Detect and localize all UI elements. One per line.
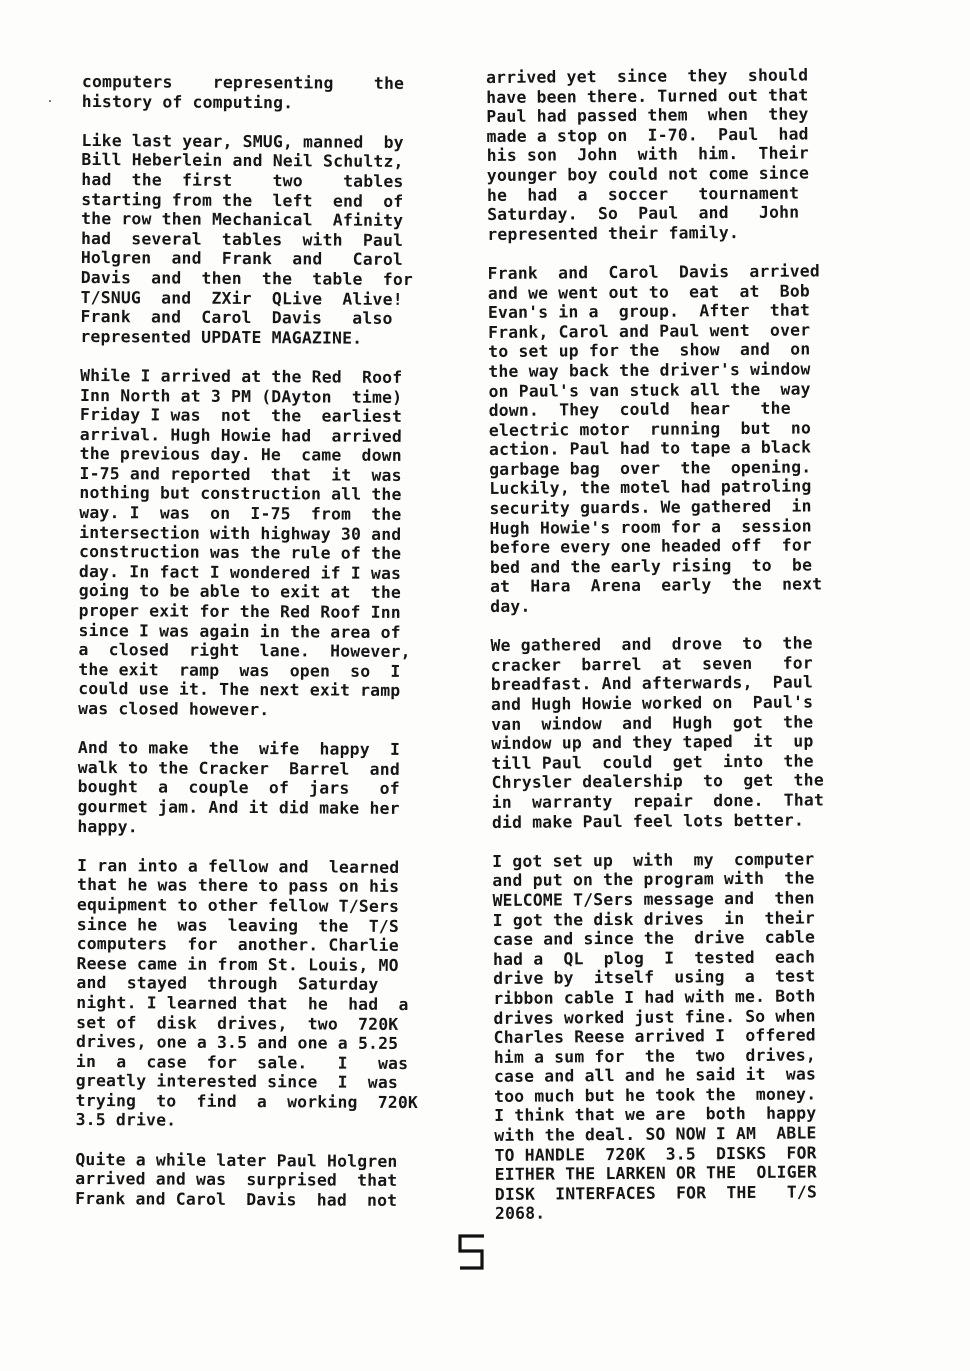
right-paragraph-3: We gathered and drove to the cracker barrel at seven for breadfast. And afterwards, Paul and Hugh Howie worked on Paul's van window and Hugh got the window up and they taped it up till Paul could get into the Chrysler dealership to get the in warranty repair done. That did make Paul feel lots better.: [490, 633, 825, 832]
left-paragraph-5: I ran into a fellow and learned that he was there to pass on his equipment to other fellow T/Sers since he was leaving the T/S computers for another. Charlie Reese came in from St. Louis, MO and stayed through Saturday night. I learned that he had a set of disk drives, two 720K drives, one a 3.5 and one a 5.25 in a case for sale. I was greatly interested since I was trying to find a working 720K 3.5 drive.: [75, 855, 419, 1131]
left-paragraph-3: While I arrived at the Red Roof Inn North at 3 PM (DAyton time) Friday I was not the earliest arrival. Hugh Howie had arrived the previous day. He came down I-75 and reported that it was nothing but construction all the way. I was on I-75 from the intersection with highway 30 and construction was the rule of the day. In fact I wondered if I was going to be able to exit at the proper exit for the Red Roof Inn since I was again in the area of a closed right lane. However, the exit ramp was open so I could use it. The next exit ramp was closed however.: [78, 365, 411, 720]
right-column: [486, 65, 887, 1244]
right-paragraph-2: Frank and Carol Davis arrived and we went out to eat at Bob Evan's in a group. After that Frank, Carol and Paul went over to set up for the show and on the way back the driver's window on Paul's van stuck all the way down. They could hear the electric motor running but no action. Paul had to tape a black garbage bag over the opening. Luckily, the motel had patroling security guards. We gathered in Hugh Howie's room for a session before every one headed off for bed and the early rising to be at Hara Arena early the next day.: [487, 261, 823, 617]
right-paragraph-4: I got set up with my computer and put on the program with the WELCOME T/Sers message and then I got the disk drives in their case and since the drive cable had a QL plog I tested each drive by itself using a test ribbon cable I had with me. Both drives worked just fine. So when Charles Reese arrived I offered him a sum for the two drives, case and all and he said it was too much but he took the money. I think that we are both happy with the deal. SO NOW I AM ABLE TO HANDLE 720K 3.5 DISKS FOR EITHER THE LARKEN OR THE OLIGER DISK INTERFACES FOR THE T/S 2068.: [492, 849, 818, 1224]
scan-speck: [49, 100, 51, 102]
left-paragraph-6: Quite a while later Paul Holgren arrived and was surprised that Frank and Carol Davis had not: [75, 1149, 398, 1210]
left-paragraph-2: Like last year, SMUG, manned by Bill Heberlein and Neil Schultz, had the first two tables starting from the left end of the row then Mechanical Afinity had several tables with Paul Holgren and Frank and Carol Davis and then the table for T/SNUG and ZXir QLive Alive! Frank and Carol Davis also represented UPDATE MAGAZINE.: [80, 130, 414, 348]
page-number: [452, 1232, 492, 1272]
left-paragraph-1: computers representing the history of computing.: [81, 72, 405, 112]
left-column: [75, 72, 474, 1230]
left-paragraph-4: And to make the wife happy I walk to the Cracker Barrel and bought a couple of jars of gourmet jam. And it did make her happy.: [77, 738, 401, 836]
right-paragraph-1: arrived yet since they should have been there. Turned out that Paul had passed them when they made a stop on I-70. Paul had his son John with him. Their younger boy could not come since he had a soccer tournament Saturday. So Paul and John represented their family.: [486, 65, 810, 244]
